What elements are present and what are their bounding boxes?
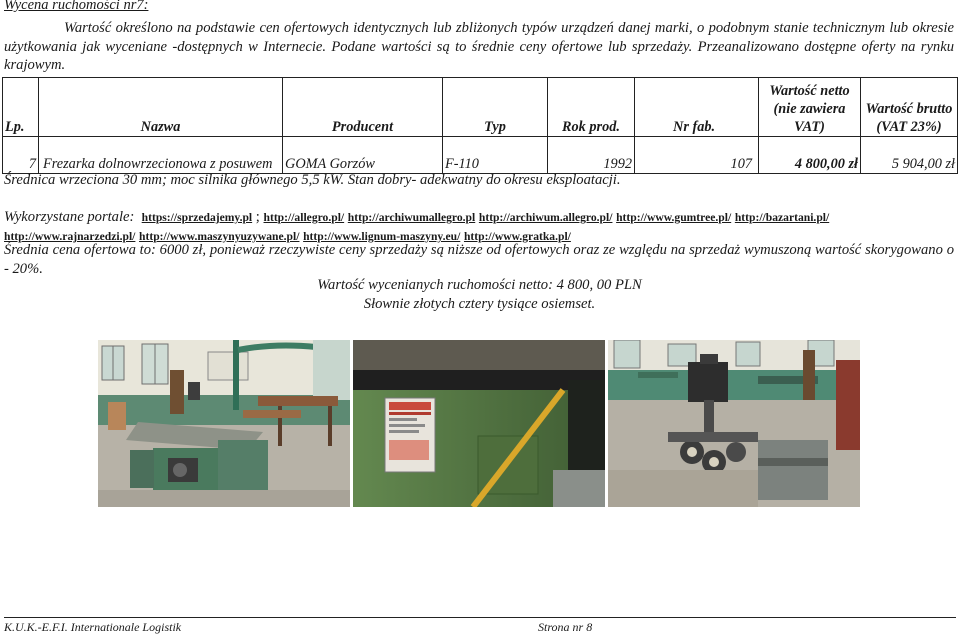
portal-separator: ; [255, 209, 260, 225]
portal-link-maszynyuzywane[interactable]: http://www.maszynyuzywane.pl/ [139, 230, 300, 243]
portal-link-archiwum-allegro[interactable]: http://archiwum.allegro.pl/ [478, 211, 613, 224]
header-nr: Nr fab. [635, 78, 759, 137]
portals-label: Wykorzystane portale: [4, 209, 135, 225]
cell-lp: 7 [3, 137, 39, 174]
page-title: Wycena ruchomości nr7: [4, 0, 149, 13]
cell-typ: F-110 [443, 137, 548, 174]
table-row [3, 137, 958, 174]
portal-link-gratka[interactable]: http://www.gratka.pl/ [463, 230, 571, 243]
footer-page-number: Strona nr 8 [538, 620, 593, 634]
header-brutto: Wartość brutto (VAT 23%) [861, 78, 958, 137]
header-typ: Typ [443, 78, 548, 137]
average-price-paragraph: Średnia cena ofertowa to: 6000 zł, ponieważ rzeczywiste ceny sprzedaży są niższe od ofertowych oraz ze względu na sprzedaż wymuszoną wartość skorygowano o - 20%. [4, 242, 954, 277]
portal-link-gumtree[interactable]: http://www.gumtree.pl/ [616, 211, 732, 224]
cell-nr: 107 [635, 137, 759, 174]
summary-block [0, 276, 959, 314]
photo-nameplate [353, 340, 605, 507]
amount-in-words-line: Słownie złotych cztery tysiące osiemset. [363, 296, 596, 312]
header-netto: Wartość netto (nie zawiera VAT) [759, 78, 861, 137]
item-description: Średnica wrzeciona 30 mm; moc silnika głównego 5,5 kW. Stan dobry- adekwatny do okresu eksploatacji. [4, 172, 621, 188]
footer-company: K.U.K.-E.F.I. Internationale Logistik [4, 620, 182, 634]
portal-link-allegro[interactable]: http://allegro.pl/ [263, 211, 345, 224]
portal-link-archiwumallegro[interactable]: http://archiwumallegro.pl [347, 211, 476, 224]
header-lp: Lp. [3, 78, 39, 137]
header-nazwa: Nazwa [39, 78, 283, 137]
cell-brutto: 5 904,00 zł [861, 137, 958, 174]
table-header-row [3, 78, 958, 137]
photo-workshop [98, 340, 350, 507]
header-producent: Producent [283, 78, 443, 137]
cell-producent: GOMA Gorzów [283, 137, 443, 174]
valuation-table [2, 77, 958, 174]
portal-link-lignum[interactable]: http://www.lignum-maszyny.eu/ [303, 230, 461, 243]
cell-rok: 1992 [548, 137, 635, 174]
portal-link-rajnarzedzi[interactable]: http://www.rajnarzedzi.pl/ [4, 230, 136, 243]
portal-link-sprzedajemy[interactable]: https://sprzedajemy.pl [141, 211, 253, 224]
cell-nazwa: Frezarka dolnowrzecionowa z posuwem [39, 137, 283, 174]
photo-feeder [608, 340, 860, 507]
intro-paragraph [4, 19, 954, 75]
portal-link-bazartani[interactable]: http://bazartani.pl/ [734, 211, 830, 224]
total-value-line: Wartość wycenianych ruchomości netto: 4 800, 00 PLN [317, 277, 642, 293]
footer-divider [4, 617, 956, 618]
intro-text: Wartość określono na podstawie cen ofertowych identycznych lub zbliżonych typów urządzeń danej marki, o podobnym stanie technicznym lub okresie użytkowania jak wyceniane -dostępnych w Internecie. Podane wartości są to średnie ceny ofertowe lub sprzedaży. Przeanalizowano dostępne oferty na rynku krajowym. [4, 20, 954, 73]
header-rok: Rok prod. [548, 78, 635, 137]
cell-netto: 4 800,00 zł [759, 137, 861, 174]
